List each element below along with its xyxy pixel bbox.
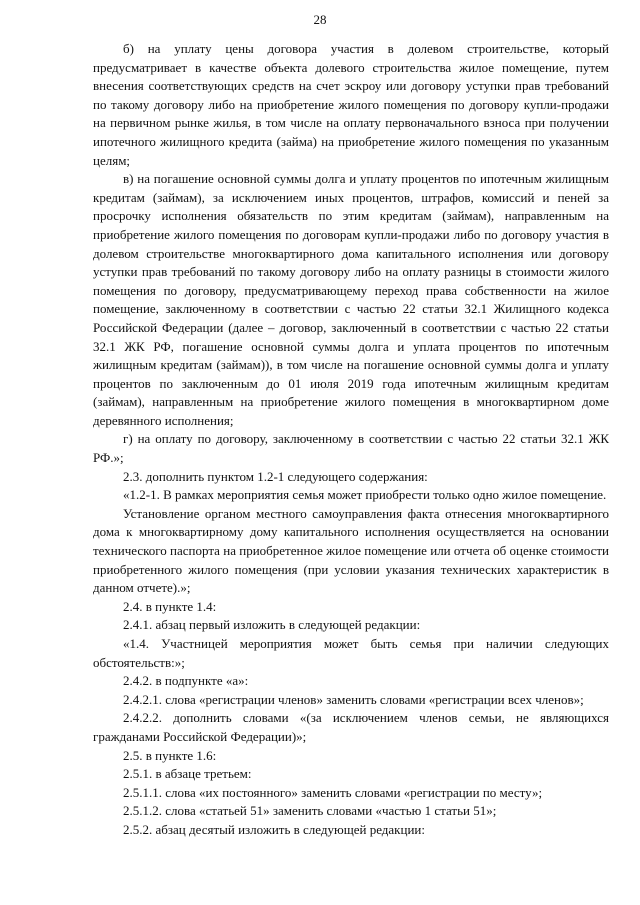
- paragraph-1-4-quote: «1.4. Участницей мероприятия может быть семья при наличии следующих обстоятельств:»;: [93, 636, 609, 670]
- paragraph-subitem-v: в) на погашение основной суммы долга и уплату процентов по ипотечным жилищным кредитам (займам), за исключением иных процентов, штрафов, комиссий и пеней за просрочку исполнения обязательств по этим кредитам (займам), направленным на приобретение жилого помещения по договорам купли-продажи либо по договору участия в долевом строительстве многоквартирного дома капитального исполнения или договору уступки прав требований по такому договору либо на оплату разницы в стоимости жилого помещения по договору, предусматривающему переход права собственности на жилое помещение, заключенному в соответствии с частью 22 статьи 32.1 Жилищного кодекса Российской Федерации (далее – договор, заключенный в соответствии с частью 22 статьи 32.1 ЖК РФ, погашение основной суммы долга и уплата процентов по ипотечным жилищным кредитам (займам)), в том числе на погашение основной суммы долга и уплату процентов по заключенным до 01 июля 2019 года ипотечным жилищным кредитам (займам), направленным на приобретение жилого помещения в многоквартирном доме деревянного исполнения;: [93, 171, 609, 428]
- paragraph-1-2-1-quote: «1.2-1. В рамках мероприятия семья может приобрести только одно жилое помещение.: [123, 487, 607, 503]
- paragraph-establishment: Установление органом местного самоуправления факта отнесения многоквартирного дома к многоквартирному дому капитального исполнения осуществляется на основании технического паспорта на приобретенное жилое помещение или отчета об оценке стоимости приобретенного жилого помещения (при условии указания технических характеристик в данном отчете).»;: [93, 505, 609, 596]
- paragraph-2-3: 2.3. дополнить пунктом 1.2-1 следующего содержания:: [123, 468, 428, 484]
- paragraph-subitem-g: г) на оплату по договору, заключенному в соответствии с частью 22 статьи 32.1 ЖК РФ.»;: [93, 431, 609, 466]
- paragraph-2-5-1: 2.5.1. в абзаце третьем:: [123, 766, 252, 782]
- paragraph-subitem-b: б) на уплату цены договора участия в долевом строительстве, который предусматривает в качестве объекта долевого строительства жилое помещение, путем внесения соответствующих средств на счет эскроу или договору уступки прав требований по такому договору либо на приобретение жилого помещения по договору купли-продажи на первичном рынке жилья, в том числе на оплату первоначального взноса при получении ипотечного жилищного кредита (займа) на приобретение жилого помещения по указанным целям;: [93, 41, 609, 168]
- paragraph-2-4-2-1: 2.4.2.1. слова «регистрации членов» заменить словами «регистрации всех членов»;: [123, 691, 584, 707]
- paragraph-2-5: 2.5. в пункте 1.6:: [123, 747, 217, 763]
- document-body: [93, 40, 609, 840]
- paragraph-2-4-2-2: 2.4.2.2. дополнить словами «(за исключением членов семьи, не являющихся гражданами Российской Федерации)»;: [93, 710, 609, 744]
- paragraph-2-5-1-2: 2.5.1.2. слова «статьей 51» заменить словами «частью 1 статьи 51»;: [123, 803, 497, 819]
- paragraph-2-4-2: 2.4.2. в подпункте «а»:: [123, 673, 249, 689]
- paragraph-2-4-1: 2.4.1. абзац первый изложить в следующей редакции:: [123, 617, 421, 633]
- page-number: 28: [313, 12, 327, 27]
- paragraph-2-4: 2.4. в пункте 1.4:: [123, 598, 217, 614]
- paragraph-2-5-2: 2.5.2. абзац десятый изложить в следующей редакции:: [123, 821, 425, 837]
- paragraph-2-5-1-1: 2.5.1.1. слова «их постоянного» заменить словами «регистрации по месту»;: [123, 784, 543, 800]
